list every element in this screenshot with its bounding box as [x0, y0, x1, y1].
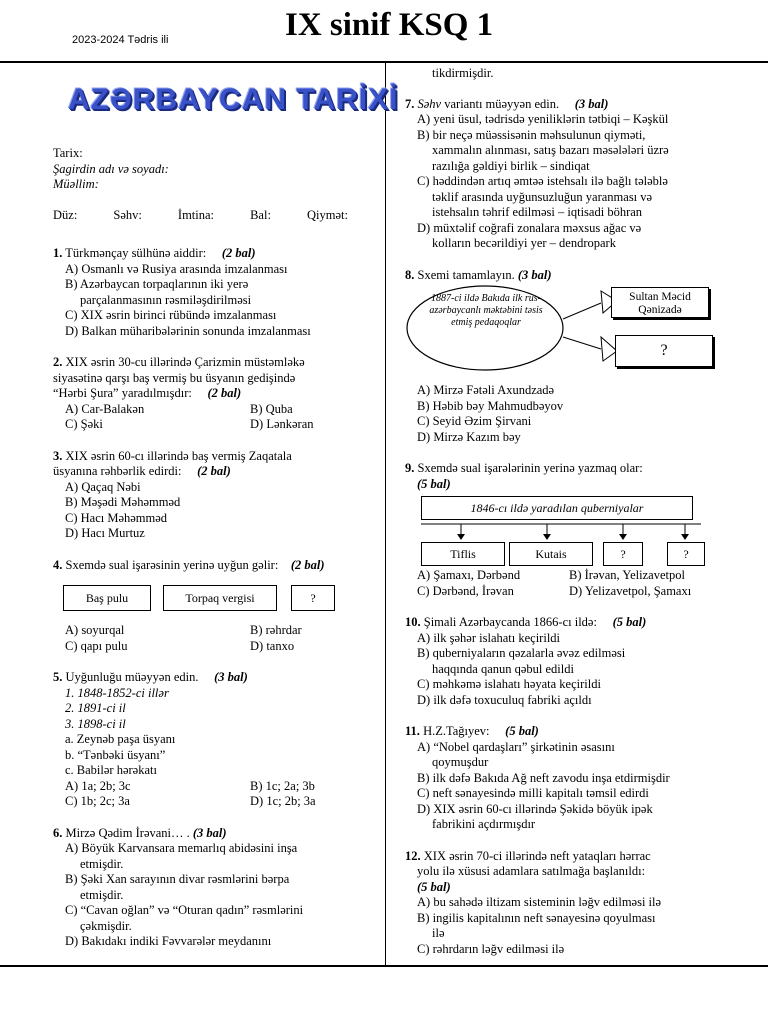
question-number: 5.	[53, 670, 63, 684]
option-d-continued: kolların becərildiyi yer – dendropark	[432, 236, 616, 250]
question-points: (2 bal)	[197, 464, 231, 478]
option-c[interactable]: C) həddindən artıq əmtəə istehsalı ilə bağlı tələblə	[417, 174, 668, 188]
option-a[interactable]: A) bu sahədə iltizam sisteminin ləğv edilməsi ilə	[417, 895, 662, 909]
question-number: 2.	[53, 355, 63, 369]
question-7	[405, 97, 760, 252]
correct-label: Düz:	[53, 207, 78, 222]
match-item-c: c. Babilər hərəkatı	[65, 763, 157, 777]
option-a[interactable]: A) Osmanlı və Rusiya arasında imzalanması	[65, 261, 288, 276]
question-stem-line1: XIX əsrin 70-ci illərində neft yataqları hərrac	[423, 848, 651, 863]
option-b[interactable]: B) Həbib bəy Mahmudbəyov	[417, 398, 564, 413]
question-stem: Uyğunluğu müəyyən edin.	[65, 670, 199, 684]
question-number: 9.	[405, 461, 415, 475]
match-item-3: 3. 1898-ci il	[65, 716, 126, 731]
option-c-continued: təklif arasında uyğunsuzluğun yaranması və	[432, 189, 653, 204]
option-a[interactable]: A) “Nobel qardaşları” şirkətinin əsasını	[417, 739, 615, 754]
option-c[interactable]: C) neft sənayesində milli kapitalı təmsil edirdi	[417, 786, 649, 800]
match-item-2: 2. 1891-ci il	[65, 701, 126, 715]
exam-title: IX sinif KSQ 1	[285, 7, 494, 43]
question-3	[53, 449, 373, 542]
student-name-label: Şagirdin adı və soyadı:	[53, 161, 169, 176]
question-points: (2 bal)	[290, 557, 325, 572]
question-points: (5 bal)	[417, 476, 451, 491]
option-c-continued: çəkmişdir.	[80, 918, 132, 933]
question-stem-line1: XIX əsrin 60-cı illərində baş vermiş Zaqatala	[65, 448, 292, 463]
option-a[interactable]: A) Böyük Karvansara memarlıq abidəsini inşa	[65, 841, 298, 855]
question-number: 1.	[53, 246, 63, 260]
question-points: (5 bal)	[612, 615, 647, 629]
option-b-continued: parçalanmasının rəsmiləşdirilməsi	[80, 292, 252, 307]
option-b[interactable]: B) quberniyaların qəzalarla əvəz edilməsi	[417, 646, 626, 660]
option-d[interactable]: D) Yelizavetpol, Şamaxı	[569, 583, 692, 598]
scheme-box-unknown: ?	[615, 335, 713, 367]
points-label: Bal:	[250, 207, 271, 222]
option-a[interactable]: A) soyurqal	[65, 623, 125, 637]
option-c[interactable]: C) Seyid Əzim Şirvani	[417, 414, 532, 428]
option-c[interactable]: C) məhkəmə islahatı həyata keçirildi	[417, 677, 601, 691]
wrong-label: Səhv:	[113, 207, 142, 222]
question-number: 6.	[53, 825, 63, 840]
option-b[interactable]: B) ingilis kapitalının neft sənayesinə qoyulması	[417, 910, 656, 925]
option-b-continued: ilə	[432, 926, 445, 940]
left-column	[53, 146, 373, 966]
option-a[interactable]: A) Şamaxı, Dərbənd	[417, 568, 521, 582]
option-a-continued: qoymuşdur	[432, 755, 489, 769]
option-c[interactable]: C) Şəki	[65, 417, 103, 431]
question-number: 11.	[405, 724, 420, 738]
question-points: (3 bal)	[574, 96, 609, 111]
option-d[interactable]: D) Mirzə Kazım bəy	[417, 429, 521, 444]
option-a[interactable]: A) yeni üsul, tədrisdə yeniliklərin tətbiqi – Kəşkül	[417, 112, 669, 126]
question-points: (3 bal)	[192, 825, 227, 840]
question-11	[405, 724, 760, 833]
question-number: 4.	[53, 557, 63, 572]
option-b-continued: razılığa gəldiyi birlik – sindiqat	[432, 158, 590, 173]
scheme-box: Torpaq vergisi	[163, 585, 277, 611]
option-b[interactable]: B) Məşədi Məhəmməd	[65, 495, 181, 509]
option-a[interactable]: A) Mirzə Fətəli Axundzadə	[417, 383, 555, 397]
match-item-1: 1. 1848-1852-ci illər	[65, 685, 169, 700]
match-item-a: a. Zeynəb paşa üsyanı	[65, 732, 176, 746]
question-number: 7.	[405, 96, 415, 111]
question-stem: Türkmənçay sülhünə aiddir:	[65, 246, 207, 260]
option-c[interactable]: C) 1b; 2c; 3a	[65, 794, 130, 808]
question-12	[405, 849, 760, 958]
question-points: (2 bal)	[207, 386, 242, 400]
scheme-box: Kutais	[509, 542, 593, 566]
option-d[interactable]: D) müxtəlif coğrafi zonalara məxsus ağac və	[417, 220, 642, 235]
question-1	[53, 246, 373, 339]
teacher-label: Müəllim:	[53, 177, 99, 191]
question-10	[405, 615, 760, 708]
question-stem: variantı müəyyən edin.	[444, 96, 560, 111]
scheme-box: Sultan Məcid Qənizadə	[611, 287, 709, 318]
scheme-box: Baş pulu	[63, 585, 151, 611]
option-d[interactable]: D) Bakıdakı indiki Fəvvarələr meydanını	[65, 934, 272, 948]
option-a[interactable]: A) Car-Balakən	[65, 401, 145, 416]
scheme	[405, 492, 760, 568]
date-field-label: Tarix:	[53, 146, 83, 160]
question-stem: Şimali Azərbaycanda 1866-cı ildə:	[423, 615, 597, 629]
option-b[interactable]: B) bir neçə müəssisənin məhsulunun qiyməti,	[417, 127, 646, 142]
scheme-box-unknown: ?	[291, 585, 335, 611]
option-d[interactable]: D) ilk dəfə toxuculuq fabriki açıldı	[417, 692, 592, 707]
question-5	[53, 670, 373, 810]
option-d[interactable]: D) Balkan müharibələrinin sonunda imzalanması	[65, 323, 311, 338]
question-number: 10.	[405, 615, 421, 629]
question-2	[53, 355, 373, 433]
question-number: 8.	[405, 267, 415, 282]
question-stem: Sxemdə sual işarələrinin yerinə yazmaq olar:	[417, 461, 643, 475]
question-stem: Mirzə Qədim İrəvani… .	[65, 825, 190, 840]
option-a[interactable]: A) Qaçaq Nəbi	[65, 479, 141, 494]
score-row	[53, 208, 348, 224]
header-divider	[0, 61, 768, 63]
scheme-box-unknown: ?	[603, 542, 643, 566]
option-c[interactable]: C) Dərbənd, İrəvan	[417, 583, 514, 598]
question-9	[405, 461, 760, 599]
subject-logo: AZƏRBAYCAN TARİXİ	[68, 83, 399, 116]
option-a-continued: etmişdir.	[80, 856, 124, 871]
option-b-continued: etmişdir.	[80, 887, 124, 902]
question-6	[53, 826, 373, 950]
option-b[interactable]: B) Azərbaycan torpaqlarının iki yerə	[65, 277, 249, 291]
question-number: 3.	[53, 448, 63, 463]
option-d-continued: fabrikini açdırmışdır	[432, 817, 536, 831]
option-a[interactable]: A) ilk şəhər islahatı keçirildi	[417, 630, 561, 645]
scheme-box-unknown: ?	[667, 542, 705, 566]
question-stem-line2: üsyanına rəhbərlik edirdi:	[53, 464, 182, 478]
question-stem: H.Z.Tağıyev:	[423, 724, 490, 738]
scheme-box: Tiflis	[421, 542, 505, 566]
column-divider	[385, 61, 386, 965]
question-points: (3 bal)	[517, 267, 552, 282]
skip-label: İmtina:	[177, 207, 215, 222]
right-column	[405, 66, 760, 973]
option-b[interactable]: B) Quba	[250, 401, 293, 416]
option-b-continued: haqqında qanun qəbul edildi	[432, 661, 574, 676]
option-b[interactable]: B) 1c; 2a; 3b	[250, 778, 315, 793]
option-b-continued: xammalın alınması, satış bazarı məsələləri üzrə	[432, 143, 669, 157]
option-d[interactable]: D) Hacı Murtuz	[65, 526, 145, 540]
option-d[interactable]: D) 1c; 2b; 3a	[250, 794, 316, 808]
question-stem: Sxemi tamamlayın.	[417, 267, 515, 282]
option-d[interactable]: D) Lənkəran	[250, 417, 314, 431]
option-c-continued: istehsalın təhrif edilməsi – iqtisadi böhran	[432, 205, 643, 219]
question-points: (5 bal)	[505, 724, 539, 738]
question-points: (2 bal)	[221, 246, 256, 260]
scheme	[405, 283, 760, 383]
question-stem-line2: yolu ilə xüsusi adamlara satılmağa başlanıldı:	[417, 864, 646, 878]
option-d[interactable]: D) tanxo	[250, 638, 295, 653]
grade-label: Qiymət:	[307, 207, 348, 222]
question-stem-line2: siyasətinə qarşı baş vermiş bu üsyanın gedişində	[53, 370, 296, 385]
question-8	[405, 268, 760, 446]
option-b[interactable]: B) İrəvan, Yelizavetpol	[569, 568, 685, 582]
option-c[interactable]: C) rəhrdarın ləğv edilməsi ilə	[417, 941, 565, 956]
option-c[interactable]: C) Hacı Məhəmməd	[65, 510, 168, 525]
question-stem-emphasis: Səhv	[417, 96, 442, 111]
option-d[interactable]: D) XIX əsrin 60-cı illərində Şəkidə böyük ipək	[417, 801, 653, 816]
option-c[interactable]: C) “Cavan oğlan” və “Oturan qadın” rəsmlərini	[65, 903, 304, 917]
option-c[interactable]: C) qapı pulu	[65, 638, 128, 653]
question-number: 12.	[405, 848, 421, 863]
option-b[interactable]: B) ilk dəfə Bakıda Ağ neft zavodu inşa etdirmişdir	[417, 770, 670, 785]
match-item-b: b. “Tənbəki üsyanı”	[65, 747, 166, 762]
option-b[interactable]: B) rəhrdar	[250, 623, 302, 637]
option-c[interactable]: C) XIX əsrin birinci rübündə imzalanması	[65, 308, 277, 322]
scheme-top-box: 1846-cı ildə yaradılan quberniyalar	[421, 496, 693, 520]
question-points: (5 bal)	[417, 879, 451, 894]
scheme-ellipse-text: 1887-ci ildə Bakıda ilk rus-azərbaycanlı məktəbini təsis etmiş pedaqoqlar	[429, 293, 543, 328]
school-year: 2023-2024 Tədris ili	[72, 34, 169, 46]
option-b[interactable]: B) Şəki Xan sarayının divar rəsmlərini bərpa	[65, 872, 290, 886]
scheme	[53, 573, 373, 619]
question-points: (3 bal)	[214, 670, 248, 684]
question-4	[53, 558, 373, 655]
option-d-continued: tikdirmişdir.	[432, 66, 494, 80]
question-stem-line1: XIX əsrin 30-cu illərində Çarizmin müstəmləkə	[65, 355, 305, 369]
question-stem: Sxemdə sual işarəsinin yerinə uyğun gəlir:	[65, 557, 279, 572]
option-a[interactable]: A) 1a; 2b; 3c	[65, 778, 131, 793]
question-stem-line3: “Hərbi Şura” yaradılmışdır:	[53, 386, 192, 400]
student-form	[53, 146, 373, 193]
